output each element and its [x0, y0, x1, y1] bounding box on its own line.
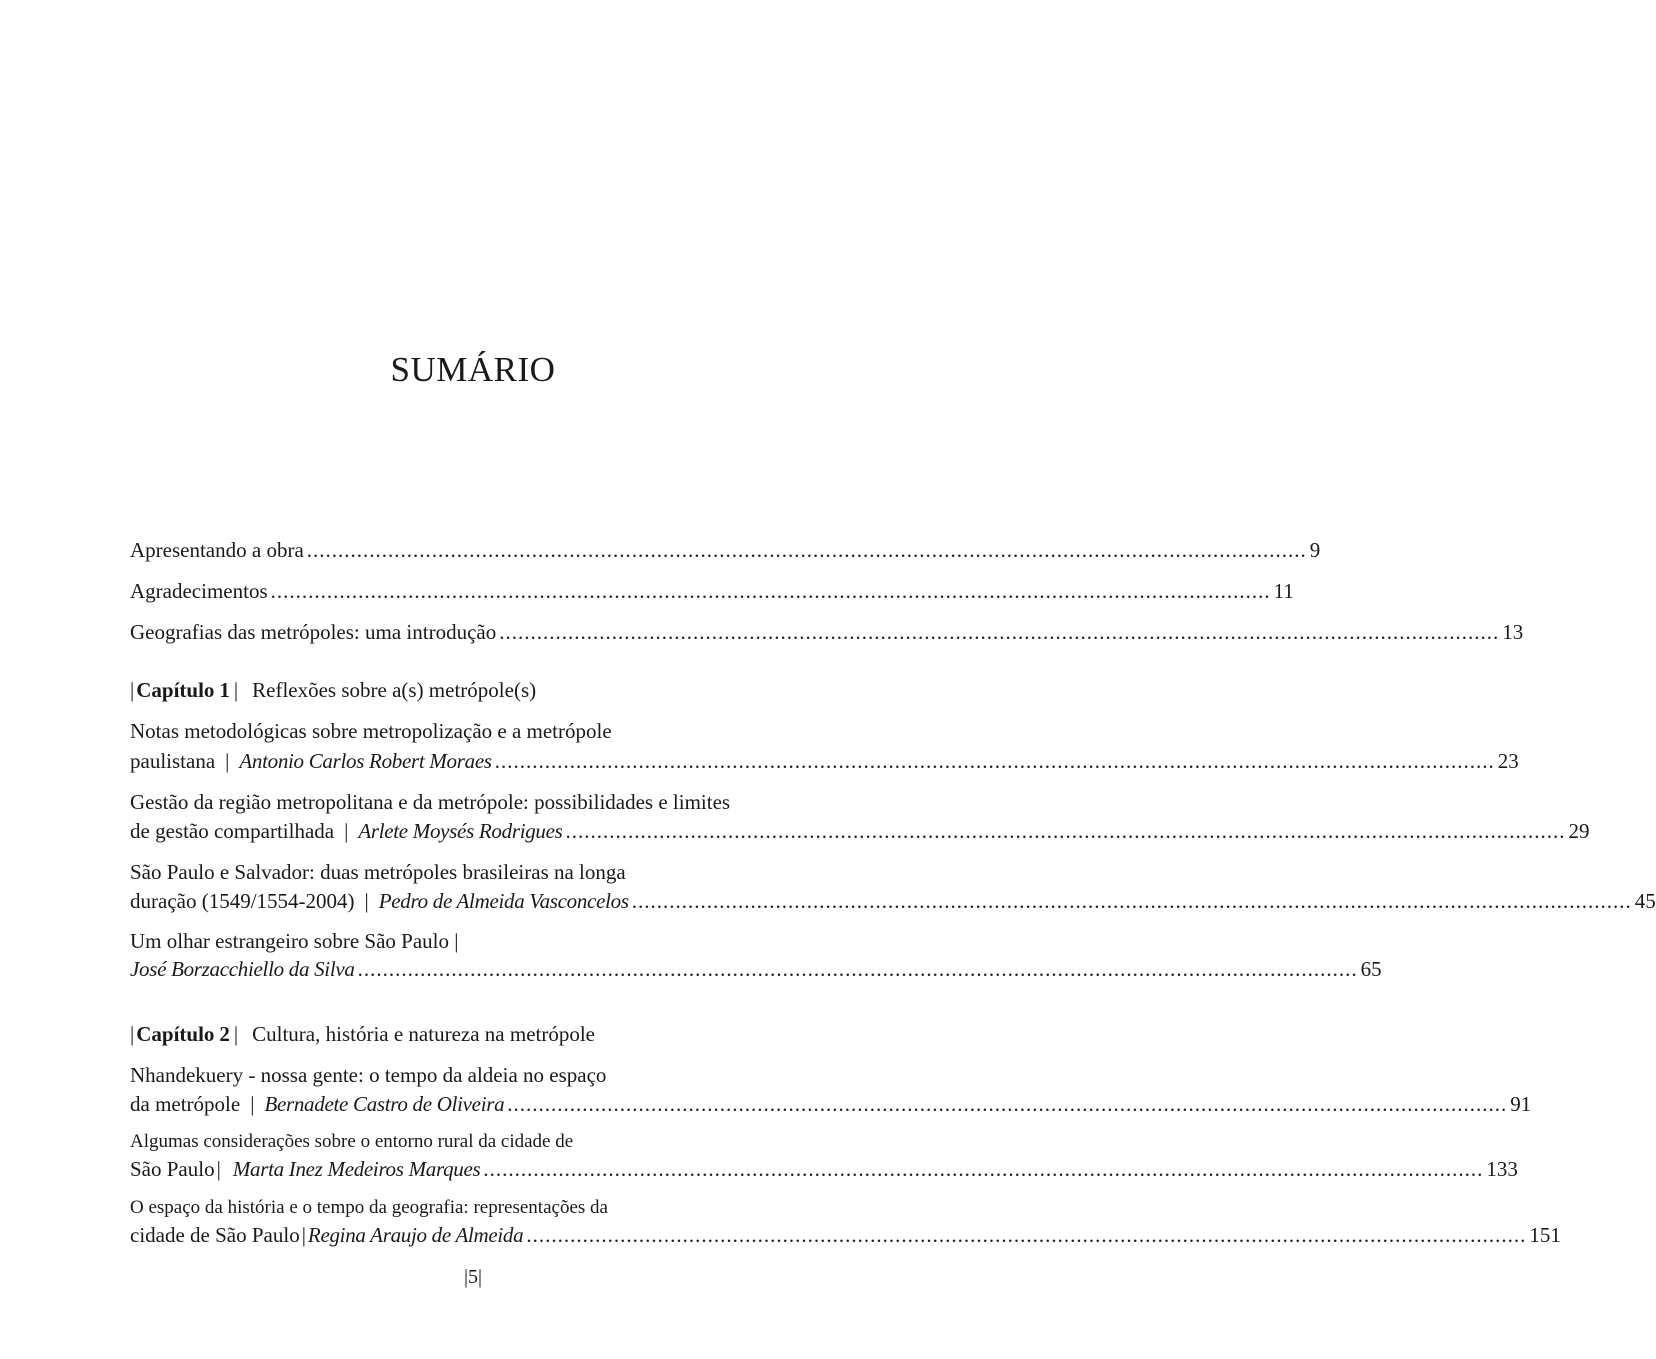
- toc-entry-title-cont: paulistana: [130, 749, 216, 773]
- toc-entry-geografias[interactable]: [130, 618, 1524, 646]
- toc-entry-title-cont: de gestão compartilhada: [130, 819, 335, 843]
- toc-entry-title: Nhandekuery - nossa gente: o tempo da aldeia no espaço: [130, 1063, 607, 1087]
- page-title: SUMÁRIO: [390, 350, 556, 389]
- toc-entry-title: Notas metodológicas sobre metropolização e a metrópole: [130, 719, 612, 743]
- toc-page-number: 91: [1510, 1092, 1532, 1116]
- toc-entry-label: Agradecimentos: [130, 579, 268, 603]
- leader-dots: ................................................................................................................................................................: [483, 1157, 1484, 1181]
- toc-entry-line1[interactable]: [130, 788, 822, 816]
- chapter-title: Cultura, história e natureza na metrópole: [252, 1022, 595, 1046]
- toc-entry-line2[interactable]: [130, 955, 1382, 983]
- author-separator: |: [225, 749, 230, 773]
- author-separator: |: [216, 1157, 221, 1181]
- author-name: Regina Araujo de Almeida: [307, 1223, 524, 1247]
- leader-dots: ................................................................................................................................................................: [526, 1223, 1527, 1247]
- toc-page-number: 65: [1360, 957, 1382, 981]
- toc-entry-title-cont: da metrópole: [130, 1092, 241, 1116]
- chapter-1-heading: [130, 676, 822, 704]
- toc-entry-title: Gestão da região metropolitana e da metrópole: possibilidades e limites: [130, 790, 731, 814]
- toc-entry-title: Um olhar estrangeiro sobre São Paulo |: [130, 929, 459, 953]
- toc-entry-line2[interactable]: [130, 817, 1590, 845]
- author-name: Bernadete Castro de Oliveira: [264, 1092, 505, 1116]
- chapter-bar: |: [233, 678, 239, 702]
- toc-page-number: 11: [1273, 579, 1294, 603]
- leader-dots: ................................................................................................................................................................: [565, 819, 1566, 843]
- toc-entry-line1[interactable]: [130, 927, 822, 955]
- toc-page-number: 45: [1634, 889, 1656, 913]
- author-name: Antonio Carlos Robert Moraes: [239, 749, 492, 773]
- toc-entry-line1[interactable]: [130, 1194, 822, 1222]
- chapter-number: 1: [219, 678, 230, 702]
- author-separator: |: [250, 1092, 255, 1116]
- chapter-bar: |: [130, 1022, 135, 1046]
- toc-entry-title: O espaço da história e o tempo da geografia: representações da: [130, 1197, 608, 1218]
- chapter-bar: |: [233, 1022, 239, 1046]
- chapter-bar: |: [130, 678, 135, 702]
- leader-dots: ................................................................................................................................................................: [306, 538, 1307, 562]
- toc-entry-title: Algumas considerações sobre o entorno rural da cidade de: [130, 1131, 574, 1152]
- toc-entry-line2[interactable]: [130, 887, 1656, 915]
- toc-entry-agradecimentos[interactable]: [130, 577, 1294, 605]
- author-name: Pedro de Almeida Vasconcelos: [378, 889, 629, 913]
- page-number-footer: |5|: [463, 1266, 482, 1288]
- toc-entry-title-cont: cidade de São Paulo: [130, 1223, 300, 1247]
- toc-page-number: 133: [1486, 1157, 1518, 1181]
- toc-entry-label: Apresentando a obra: [130, 538, 304, 562]
- author-separator: |: [301, 1223, 306, 1247]
- leader-dots: ................................................................................................................................................................: [507, 1092, 1508, 1116]
- toc-page-number: 13: [1502, 620, 1524, 644]
- leader-dots: ................................................................................................................................................................: [357, 957, 1358, 981]
- toc-entry-title: São Paulo e Salvador: duas metrópoles brasileiras na longa: [130, 860, 626, 884]
- author-name: Marta Inez Medeiros Marques: [232, 1157, 481, 1181]
- chapter-word: Capítulo: [136, 678, 215, 702]
- chapter-title: Reflexões sobre a(s) metrópole(s): [252, 678, 537, 702]
- toc-entry-line1[interactable]: [130, 1128, 822, 1156]
- leader-dots: ................................................................................................................................................................: [270, 579, 1271, 603]
- leader-dots: ................................................................................................................................................................: [494, 749, 1495, 773]
- toc-page-number: 29: [1568, 819, 1590, 843]
- chapter-2-heading: [130, 1020, 822, 1048]
- toc-entry-line2[interactable]: [130, 1090, 1532, 1118]
- author-separator: |: [344, 819, 349, 843]
- toc-entry-line2[interactable]: [130, 747, 1519, 775]
- toc-entry-apresentando[interactable]: [130, 536, 1321, 564]
- toc-page-number: 23: [1497, 749, 1519, 773]
- toc-entry-title-cont: São Paulo: [130, 1157, 215, 1181]
- toc-entry-line1[interactable]: [130, 1061, 822, 1089]
- toc-entry-label: Geografias das metrópoles: uma introdução: [130, 620, 497, 644]
- leader-dots: ................................................................................................................................................................: [631, 889, 1632, 913]
- toc-entry-title-cont: duração (1549/1554-2004): [130, 889, 355, 913]
- author-separator: |: [364, 889, 369, 913]
- chapter-word: Capítulo: [136, 1022, 215, 1046]
- author-name: José Borzacchiello da Silva: [130, 957, 355, 981]
- toc-page-number: 9: [1309, 538, 1321, 562]
- toc-entry-line1[interactable]: [130, 717, 822, 745]
- chapter-number: 2: [219, 1022, 230, 1046]
- toc-page-number: 151: [1529, 1223, 1561, 1247]
- toc-entry-line1[interactable]: [130, 858, 822, 886]
- leader-dots: ................................................................................................................................................................: [499, 620, 1500, 644]
- author-name: Arlete Moysés Rodrigues: [358, 819, 563, 843]
- toc-entry-line2[interactable]: [130, 1221, 1561, 1249]
- toc-entry-line2[interactable]: [130, 1155, 1518, 1183]
